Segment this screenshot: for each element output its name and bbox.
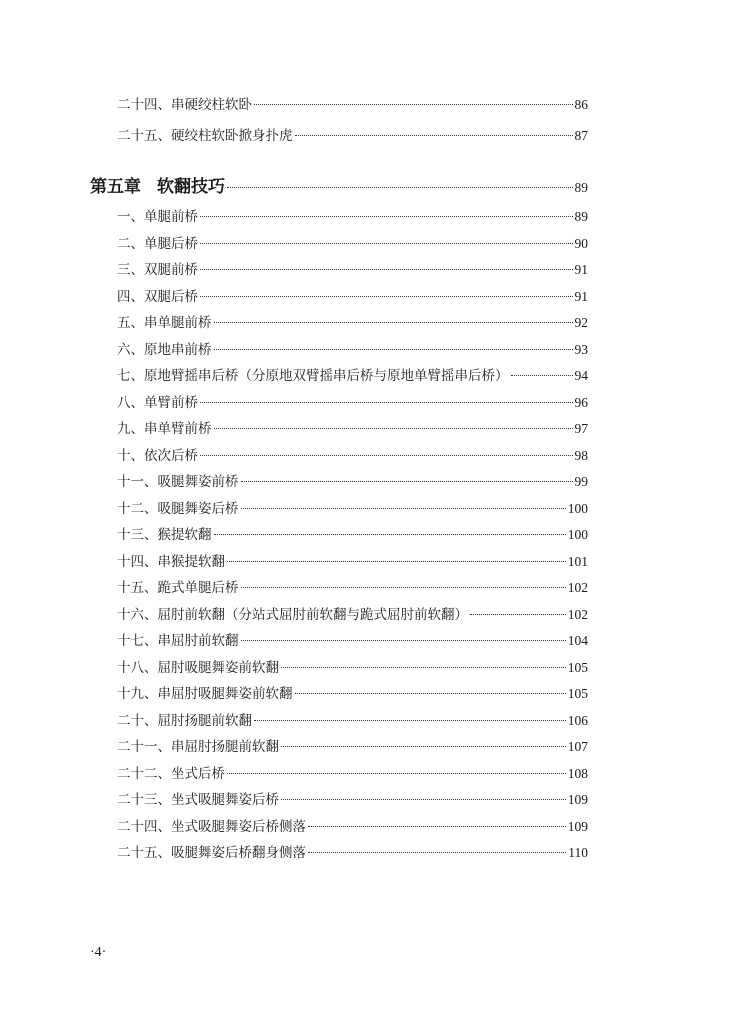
- toc-entry: [117, 127, 588, 145]
- toc-entry-title: 六、原地串前桥: [117, 341, 212, 358]
- toc-entry-title: 三、双腿前桥: [117, 262, 198, 278]
- dot-leader: [241, 587, 566, 588]
- dot-leader: [241, 508, 566, 509]
- toc-entry: [117, 791, 588, 809]
- toc-entry-title: 十一、吸腿舞姿前桥: [117, 474, 239, 490]
- chapter-title: 软翻技巧: [157, 177, 225, 197]
- toc-entry-page-number: 102: [567, 606, 588, 622]
- toc-entry-page-number: 87: [574, 127, 588, 143]
- dot-leader: [200, 296, 573, 297]
- toc-entry-page-number: 109: [567, 792, 588, 807]
- toc-entry-page-number: 102: [567, 580, 588, 595]
- dot-leader: [281, 746, 566, 747]
- toc-entry-title: 一、单腿前桥: [117, 209, 198, 225]
- dot-leader: [227, 187, 573, 188]
- toc-entry-title: 七、原地臂摇串后桥（分原地双臂摇串后桥与原地单臂摇串后桥）: [117, 368, 509, 384]
- dot-leader: [214, 428, 573, 429]
- toc-entry-page-number: 106: [567, 712, 588, 728]
- toc-entry: [117, 235, 588, 253]
- dot-leader: [241, 481, 573, 482]
- toc-entry: [117, 844, 588, 862]
- toc-entry-page-number: 90: [574, 235, 588, 251]
- toc-entry: [117, 500, 588, 518]
- toc-entry: [117, 208, 588, 226]
- page-folio: ·4·: [90, 945, 107, 960]
- toc-entry: [117, 579, 588, 597]
- toc-entry-title: 十五、跪式单腿后桥: [117, 580, 239, 596]
- toc-entry: [117, 818, 588, 836]
- toc-entry-page-number: 94: [574, 368, 588, 383]
- dot-leader: [470, 614, 566, 615]
- dot-leader: [200, 455, 573, 456]
- toc-entry-page-number: 99: [574, 474, 588, 489]
- chapter-page-number: 89: [574, 180, 588, 195]
- chapter-number: 第五章: [90, 177, 141, 197]
- dot-leader: [241, 640, 566, 641]
- toc-entry-title: 二十二、坐式后桥: [117, 765, 225, 782]
- toc-entry-title: 二十三、坐式吸腿舞姿后桥: [117, 792, 279, 808]
- dot-leader: [511, 375, 573, 376]
- dot-leader: [200, 216, 573, 217]
- toc-entry-title: 二、单腿后桥: [117, 235, 198, 252]
- toc-entry-page-number: 89: [574, 209, 588, 224]
- toc-entry-title: 十七、串屈肘前软翻: [117, 633, 239, 649]
- toc-entry-title: 二十四、坐式吸腿舞姿后桥侧落: [117, 818, 306, 835]
- toc-entry-title: 四、双腿后桥: [117, 288, 198, 305]
- dot-leader: [214, 534, 566, 535]
- toc-entry-title: 十八、屈肘吸腿舞姿前软翻: [117, 659, 279, 676]
- toc-entry-title: 五、串单腿前桥: [117, 315, 212, 331]
- toc-entry-title: 二十、屈肘扬腿前软翻: [117, 712, 252, 729]
- toc-entry-title: 十二、吸腿舞姿后桥: [117, 500, 239, 517]
- toc-entry: [117, 367, 588, 385]
- toc-entry-title: 九、串单臂前桥: [117, 421, 212, 437]
- toc-entry-page-number: 101: [567, 553, 588, 569]
- dot-leader: [308, 852, 566, 853]
- dot-leader: [295, 693, 566, 694]
- toc-entry-title: 二十一、串屈肘扬腿前软翻: [117, 739, 279, 755]
- toc-entry-page-number: 97: [574, 421, 588, 436]
- chapter-heading: [90, 178, 588, 197]
- dot-leader: [200, 269, 573, 270]
- toc-entry: [117, 632, 588, 650]
- toc-entry-page-number: 93: [574, 341, 588, 357]
- toc-entry: [117, 394, 588, 412]
- toc-entry-page-number: 86: [574, 97, 588, 112]
- toc-entry: [117, 96, 588, 114]
- toc-entry: [117, 447, 588, 465]
- toc-entry: [117, 526, 588, 544]
- dot-leader: [308, 826, 566, 827]
- toc-entry-title: 二十四、串硬绞柱软卧: [117, 97, 252, 113]
- toc-entry: [117, 473, 588, 491]
- toc-entry: [117, 288, 588, 306]
- toc-entry: [117, 261, 588, 279]
- toc-entry-title: 十九、串屈肘吸腿舞姿前软翻: [117, 686, 293, 702]
- toc-entry-title: 十六、屈肘前软翻（分站式屈肘前软翻与跪式屈肘前软翻）: [117, 606, 468, 623]
- toc-entry: [117, 314, 588, 332]
- toc-entry-page-number: 96: [574, 394, 588, 410]
- toc-entry-title: 十、依次后桥: [117, 447, 198, 464]
- toc-entry-title: 十三、猴提软翻: [117, 527, 212, 543]
- dot-leader: [200, 402, 573, 403]
- dot-leader: [214, 322, 573, 323]
- toc-entry: [117, 420, 588, 438]
- toc-entry-page-number: 107: [567, 739, 588, 754]
- toc-entry-page-number: 110: [568, 845, 588, 860]
- dot-leader: [254, 104, 573, 105]
- dot-leader: [281, 667, 566, 668]
- dot-leader: [295, 135, 573, 136]
- toc-entry: [117, 659, 588, 677]
- toc-entry: [117, 553, 588, 571]
- toc-entry-page-number: 91: [574, 262, 588, 277]
- toc-entry-page-number: 108: [567, 765, 588, 781]
- toc-entry-page-number: 105: [567, 686, 588, 701]
- toc-entry-page-number: 100: [567, 527, 588, 542]
- toc-entry-page-number: 109: [567, 818, 588, 834]
- dot-leader: [227, 561, 566, 562]
- toc-entry-page-number: 98: [574, 447, 588, 463]
- toc-entry-title: 二十五、吸腿舞姿后桥翻身侧落: [117, 845, 306, 861]
- toc-entry-page-number: 104: [567, 633, 588, 648]
- dot-leader: [281, 799, 566, 800]
- toc-entry-page-number: 105: [567, 659, 588, 675]
- toc-entry-title: 二十五、硬绞柱软卧掀身扑虎: [117, 127, 293, 144]
- toc-entry-page-number: 92: [574, 315, 588, 330]
- toc-entry: [117, 606, 588, 624]
- dot-leader: [254, 720, 566, 721]
- toc-entry: [117, 341, 588, 359]
- toc-entry: [117, 685, 588, 703]
- toc-entry: [117, 738, 588, 756]
- dot-leader: [200, 243, 573, 244]
- toc-entry-title: 十四、串猴提软翻: [117, 553, 225, 570]
- toc-entry: [117, 765, 588, 783]
- toc-entry: [117, 712, 588, 730]
- dot-leader: [227, 773, 566, 774]
- dot-leader: [214, 349, 573, 350]
- toc-entry-title: 八、单臂前桥: [117, 394, 198, 411]
- toc-entry-page-number: 100: [567, 500, 588, 516]
- toc-entry-page-number: 91: [574, 288, 588, 304]
